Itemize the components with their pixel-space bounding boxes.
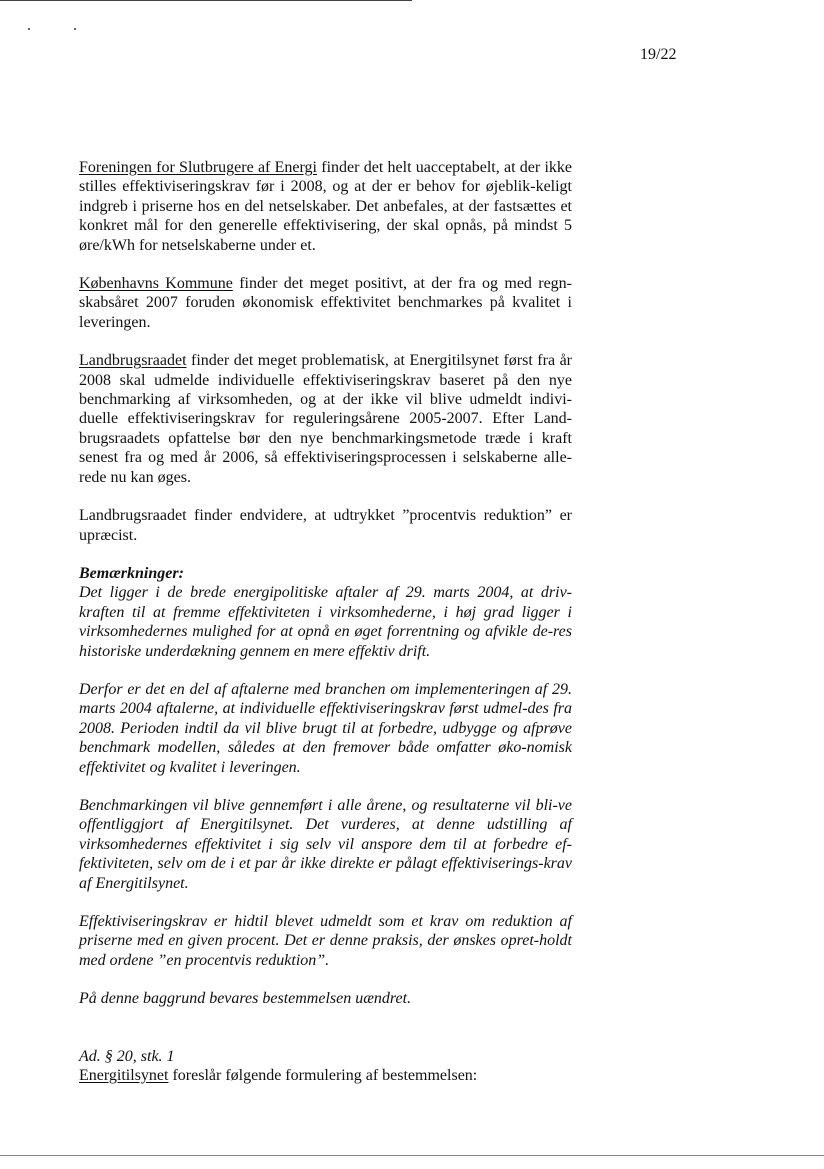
remark-paragraph: Det ligger i de brede energipolitiske aftaler af 29. marts 2004, at driv-kraften til at fremme effektiviteten i virksomhederne, i høj grad ligger i virksomhedernes mulighed for at opnå en øget forrentning og afvikle de-res historiske underdækning gennem en mere effektiv drift.: [79, 584, 572, 660]
organization-name: Energitilsynet: [79, 1067, 169, 1085]
paragraph-text: foreslår følgende formulering af bestemmelsen:: [172, 1067, 478, 1085]
remarks-heading: Bemærkninger:: [79, 564, 184, 582]
paragraph-landbrugsraadet: [79, 351, 572, 487]
section-reference: Ad. § 20, stk. 1: [79, 1047, 175, 1065]
paragraph-energitilsynet: [79, 1066, 572, 1085]
organization-name: Københavns Kommune: [79, 275, 233, 293]
organization-name: Foreningen for Slutbrugere af Energi: [79, 159, 317, 176]
paragraph-text: finder det helt uacceptabelt, at der ikke stilles effektiviseringskrav før i 2008, og at der er behov for øjeblik-keligt indgreb i priserne hos en del netselskaber. Det anbefales, at der fastsættes et konkret mål for den generelle effektivisering, der skal opnås, på mindst 5 øre/kWh for netselskaberne under et.: [79, 159, 573, 254]
scan-bottom-edge: [0, 1155, 824, 1156]
paragraph-kommune: [79, 274, 572, 332]
scan-speck: [28, 28, 30, 30]
paragraph-text: finder det meget positivt, at der fra og med regn-skabsåret 2007 foruden økonomisk effektivitet benchmarkes på kvalitet i leveringen.: [79, 275, 573, 331]
remark-paragraph: Benchmarkingen vil blive gennemført i alle årene, og resultaterne vil bli-ve offentliggjort af Energitilsynet. Det vurderes, at denne udstilling af virksomhedernes effektivitet i sig selv vil anspore dem til at forbedre ef-fektiviteten, selv om de i et par år ikke direkte er pålagt effektiviserings-krav af Energitilsynet.: [79, 796, 572, 892]
paragraph-landbrugsraadet-2: Landbrugsraadet finder endvidere, at udtrykket ”procentvis reduktion” er upræcist.: [79, 507, 572, 544]
paragraph-slutbrugere: [79, 158, 572, 255]
remark-paragraph: Effektiviseringskrav er hidtil blevet udmeldt som et krav om reduktion af priserne med en given procent. Det er denne praksis, der ønskes opret-holdt med ordene ”en procentvis reduktion”.: [79, 913, 572, 969]
paragraph-text: finder det meget problematisk, at Energitilsynet først fra år 2008 skal udmelde individuelle effektiviseringskrav baseret på den nye benchmarking af virksomheden, og at der ikke vil blive udmeldt indivi-duelle effektiviseringskrav for reguleringsårene 2005-2007. Efter Land-brugsraadets opfattelse bør den nye benchmarkingsmetode træde i kraft senest fra og med år 2006, så effektiviseringsprocessen i selskaberne alle-rede nu kan øges.: [79, 352, 573, 486]
scan-speck: [74, 28, 76, 30]
remark-paragraph: Derfor er det en del af aftalerne med branchen om implementeringen af 29. marts 2004 aftalerne, at individuelle effektiviseringskrav først udmel-des fra 2008. Perioden indtil da vil blive brugt til at forbedre, udbygge og afprøve benchmark modellen, således at den fremover både omfatter øko-nomisk effektivitet og kvalitet i leveringen.: [79, 680, 572, 776]
remark-conclusion: På denne baggrund bevares bestemmelsen uændret.: [79, 990, 412, 1008]
page-number: 19/22: [640, 46, 677, 63]
organization-name: Landbrugsraadet: [79, 352, 187, 370]
document-body: [79, 158, 572, 1085]
scan-top-edge: [0, 0, 412, 1]
